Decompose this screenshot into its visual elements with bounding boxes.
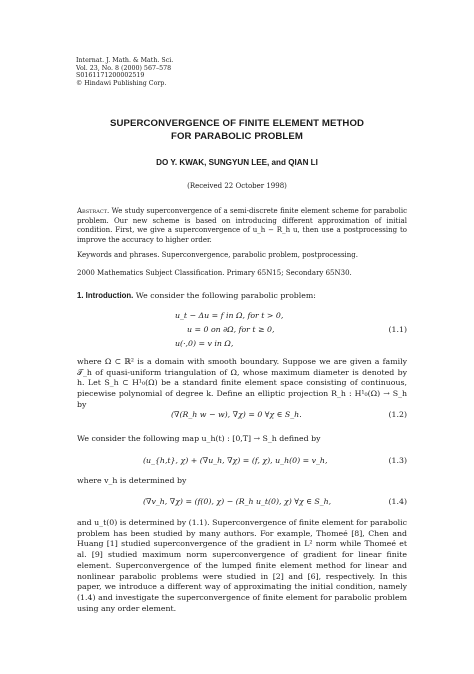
- equation-1-1-line2: u = 0 on ∂Ω, for t ≥ 0,: [187, 325, 275, 334]
- equation-number: (1.2): [388, 410, 407, 419]
- journal-line: S0161171200002519: [76, 72, 145, 80]
- equation-1-1-line1: u_t − Δu = f in Ω, for t > 0,: [175, 311, 284, 320]
- equation-number: (1.1): [388, 325, 407, 334]
- abstract-text: We study superconvergence of a semi-discrete finite element scheme for parabolic problem. Our new scheme is based on introducing different approximation of initial condition. First, we give a superconvergence of u_h − R_h u, then use a postprocessing to improve the accuracy to higher order.: [77, 207, 407, 244]
- equation-1-4: (∇v_h, ∇χ) = (f(0), χ) − (R_h u_t(0), χ) ∀χ ∈ S_h,: [143, 497, 332, 506]
- equation-number: (1.3): [388, 456, 407, 465]
- abstract: [77, 207, 407, 245]
- abstract-label: Abstract.: [77, 207, 110, 215]
- paragraph-domain: where Ω ⊂ ℝ² is a domain with smooth boundary. Suppose we are given a family 𝒯_h of quasi-uniform triangulation of Ω, whose maximum diameter is denoted by h. Let S_h ⊂ H¹₀(Ω) be a standard finite element space consisting of continuous, piecewise polynomial of degree k. Define an elliptic projection R_h : H¹₀(Ω) → S_h by: [77, 357, 407, 409]
- received-date: (Received 22 October 1998): [187, 182, 287, 190]
- section-intro-text: We consider the following parabolic problem:: [133, 291, 316, 300]
- paragraph-map: We consider the following map u_h(t) : [0,T] → S_h defined by: [77, 434, 321, 443]
- equation-1-3: (u_{h,t}, χ) + (∇u_h, ∇χ) = (f, χ), u_h(0) = v_h,: [143, 456, 328, 465]
- msc-classification: 2000 Mathematics Subject Classification. Primary 65N15; Secondary 65N30.: [77, 269, 352, 277]
- paragraph-literature: and u_t(0) is determined by (1.1). Superconvergence of finite element for parabolic problem has been studied by many authors. For example, Thomeé [8], Chen and Huang [1] studied superconvergence of the gradient in L² norm while Thomeé et al. [9] studied maximum norm superconvergence of gradient for linear finite element. Superconvergence of the lumped finite element method for linear and nonlinear parabolic problems were studied in [2] and [6], respectively. In this paper, we introduce a different way of approximating the initial condition, namely (1.4) and investigate the superconvergence of finite element for parabolic problem using any order element.: [77, 518, 407, 613]
- keywords: Keywords and phrases. Superconvergence, parabolic problem, postprocessing.: [77, 251, 358, 259]
- section-heading: 1. Introduction.: [77, 291, 134, 300]
- equation-1-1-line3: u(·,0) = v in Ω,: [175, 339, 234, 348]
- equation-number: (1.4): [388, 497, 407, 506]
- paragraph-where: where v_h is determined by: [77, 476, 187, 485]
- authors: DO Y. KWAK, SUNGYUN LEE, and QIAN LI: [156, 158, 318, 167]
- paper-title-line1: SUPERCONVERGENCE OF FINITE ELEMENT METHOD: [109, 118, 365, 129]
- section-intro: [77, 291, 407, 302]
- journal-info: [76, 57, 173, 87]
- paper-title-line2: FOR PARABOLIC PROBLEM: [171, 131, 303, 142]
- journal-line: Internat. J. Math. & Math. Sci.: [76, 57, 174, 64]
- equation-1-2: (∇(R_h w − w), ∇χ) = 0 ∀χ ∈ S_h.: [171, 410, 302, 419]
- journal-line: Vol. 23, No. 8 (2000) 567–578: [76, 64, 172, 72]
- journal-line: © Hindawi Publishing Corp.: [76, 79, 167, 87]
